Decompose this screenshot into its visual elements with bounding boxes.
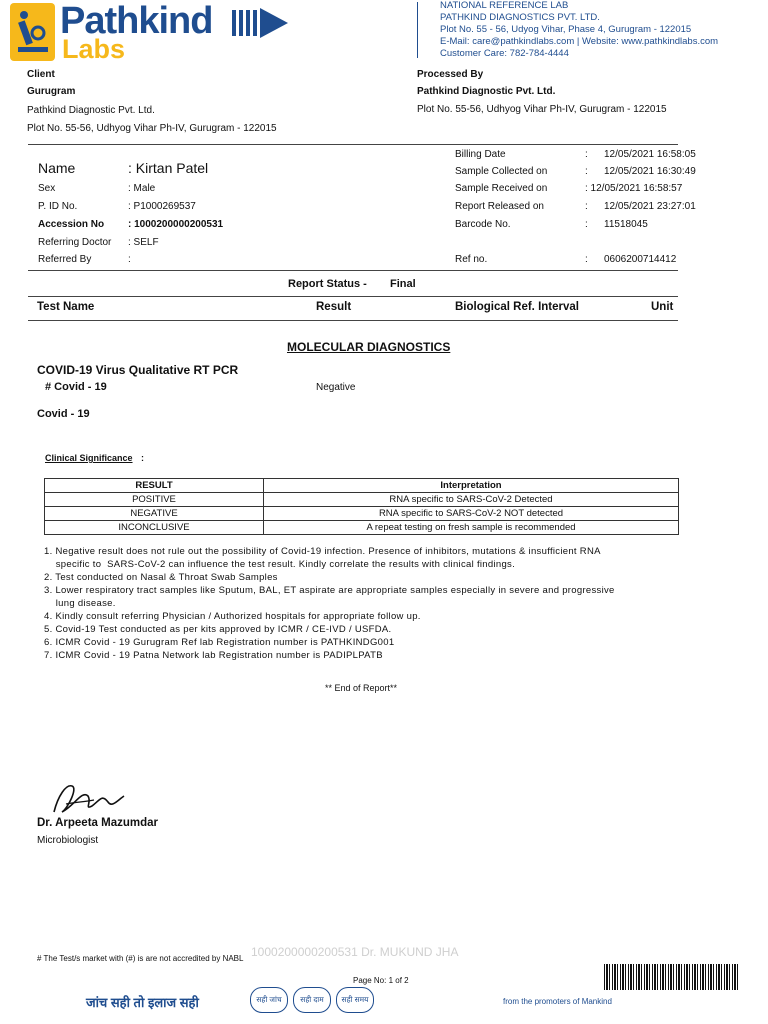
header-address: Plot No. 55 - 56, Udyog Vihar, Phase 4, Gurugram - 122015: [440, 24, 692, 35]
table-row: [45, 493, 679, 507]
signature-icon: [48, 776, 128, 823]
pid-label: P. ID No.: [38, 201, 78, 212]
sample-collected-label: Sample Collected on: [455, 166, 548, 177]
patient-name-label: Name: [38, 160, 76, 176]
promoters-text: from the promoters of Mankind: [503, 997, 612, 1006]
signatory-name: Dr. Arpeeta Mazumdar: [37, 817, 158, 829]
table-row: [45, 479, 679, 493]
header-divider: [417, 2, 418, 58]
logo-mark-icon: [10, 3, 55, 61]
client-address: Plot No. 55-56, Udhyog Vihar Ph-IV, Gurugram - 122015: [27, 123, 277, 134]
ref-no-value: 0606200714412: [604, 254, 677, 265]
table-cell: NEGATIVE: [45, 507, 264, 521]
colon: :: [585, 219, 588, 230]
referring-doctor-label: Referring Doctor: [38, 237, 112, 248]
hindi-tagline: जांच सही तो इलाज सही: [86, 995, 199, 1010]
end-of-report: ** End of Report**: [325, 683, 398, 693]
note-item: lung disease.: [44, 598, 116, 609]
note-item: 5. Covid-19 Test conducted as per kits approved by ICMR / CE-IVD / USFDA.: [44, 624, 392, 635]
table-row: [45, 521, 679, 535]
barcode-icon: [604, 964, 739, 990]
signatory-title: Microbiologist: [37, 835, 99, 846]
section-title: MOLECULAR DIAGNOSTICS: [287, 340, 451, 354]
table-header: Interpretation: [264, 479, 679, 493]
sample-received-value: : 12/05/2021 16:58:57: [585, 183, 683, 194]
col-unit: Unit: [651, 301, 674, 313]
note-item: 3. Lower respiratory tract samples like Sputum, BAL, ET aspirate are appropriate samples especially in severe and progressive: [44, 585, 615, 596]
table-row: [45, 507, 679, 521]
colon: :: [585, 166, 588, 177]
report-released-label: Report Released on: [455, 201, 544, 212]
col-result: Result: [316, 301, 352, 313]
table-cell: RNA specific to SARS-CoV-2 Detected: [264, 493, 679, 507]
client-label: Client: [27, 69, 55, 80]
referring-doctor-value: : SELF: [128, 237, 159, 248]
page-number: Page No: 1 of 2: [353, 976, 409, 985]
sample-received-label: Sample Received on: [455, 183, 548, 194]
colon: :: [585, 149, 588, 160]
logo-subtext: Labs: [62, 34, 126, 64]
note-item: 1. Negative result does not rule out the possibility of Covid-19 infection. Presence of inhibitors, mutations & insufficient RNA: [44, 546, 601, 557]
header-customer-care: Customer Care: 782-784-4444: [440, 48, 569, 59]
table-cell: RNA specific to SARS-CoV-2 NOT detected: [264, 507, 679, 521]
watermark: 1000200000200531 Dr. MUKUND JHA: [251, 945, 459, 959]
status-rule: [28, 296, 678, 297]
referred-by-label: Referred By: [38, 254, 92, 265]
accession-label: Accession No: [38, 219, 105, 230]
sex-label: Sex: [38, 183, 56, 194]
colon: :: [585, 254, 588, 265]
note-item: 6. ICMR Covid - 19 Gurugram Ref lab Registration number is PATHKINDG001: [44, 637, 395, 648]
note-item: 4. Kindly consult referring Physician / Authorized hospitals for appropriate follow up.: [44, 611, 421, 622]
table-cell: A repeat testing on fresh sample is recommended: [264, 521, 679, 535]
report-released-value: 12/05/2021 23:27:01: [604, 201, 696, 212]
clinical-table: [44, 478, 679, 535]
logo-arrow-icon: [232, 8, 290, 43]
test-param: # Covid - 19: [45, 381, 107, 393]
accession-value: : 1000200000200531: [128, 219, 224, 230]
sample-collected-value: 12/05/2021 16:30:49: [604, 166, 696, 177]
test-result: Negative: [316, 382, 356, 393]
billing-date-label: Billing Date: [455, 149, 506, 160]
header-email: E-Mail: care@pathkindlabs.com | Website: www.pathkindlabs.com: [440, 36, 719, 47]
report-status-value: Final: [390, 278, 416, 290]
test-subheading: Covid - 19: [37, 408, 90, 420]
sex-value: : Male: [128, 183, 156, 194]
col-interval: Biological Ref. Interval: [455, 301, 579, 313]
pid-value: : P1000269537: [128, 201, 196, 212]
table-cell: INCONCLUSIVE: [45, 521, 264, 535]
clinical-significance-colon: :: [141, 453, 144, 463]
processed-address: Plot No. 55-56, Udhyog Vihar Ph-IV, Gurugram - 122015: [417, 104, 667, 115]
patient-top-rule: [28, 144, 678, 145]
ref-no-label: Ref no.: [455, 254, 488, 265]
table-cell: POSITIVE: [45, 493, 264, 507]
badge-sahi-daam: सही दाम: [293, 987, 331, 1013]
header-lab-name: NATIONAL REFERENCE LAB: [440, 0, 569, 11]
header-company: PATHKIND DIAGNOSTICS PVT. LTD.: [440, 12, 600, 23]
test-title: COVID-19 Virus Qualitative RT PCR: [37, 363, 239, 377]
processed-label: Processed By: [417, 69, 484, 80]
barcode-no-value: 11518045: [604, 219, 648, 230]
note-item: specific to SARS-CoV-2 can influence the test result. Kindly correlate the results with clinical findings.: [44, 559, 516, 570]
notes-list: [44, 545, 724, 662]
badge-sahi-janch: सही जांच: [250, 987, 288, 1013]
table-header: RESULT: [45, 479, 264, 493]
processed-name: Pathkind Diagnostic Pvt. Ltd.: [417, 86, 556, 97]
col-test-name: Test Name: [37, 301, 95, 313]
columns-rule: [28, 320, 678, 321]
clinical-significance-label: Clinical Significance: [45, 453, 133, 463]
referred-by-value: :: [128, 254, 131, 265]
colon: :: [585, 201, 588, 212]
report-status-label: Report Status -: [288, 278, 367, 290]
client-name: Pathkind Diagnostic Pvt. Ltd.: [27, 105, 155, 116]
note-item: 2. Test conducted on Nasal & Throat Swab Samples: [44, 572, 278, 583]
barcode-no-label: Barcode No.: [455, 219, 511, 230]
logo-text: Pathkind: [60, 0, 213, 42]
patient-bottom-rule: [28, 270, 678, 271]
accreditation-note: # The Test/s market with (#) is are not accredited by NABL: [37, 954, 244, 963]
client-city: Gurugram: [27, 86, 76, 97]
patient-name: : Kirtan Patel: [128, 160, 209, 176]
badge-sahi-samay: सही समय: [336, 987, 374, 1013]
note-item: 7. ICMR Covid - 19 Patna Network lab Registration number is PADIPLPATB: [44, 650, 383, 661]
billing-date-value: 12/05/2021 16:58:05: [604, 149, 696, 160]
